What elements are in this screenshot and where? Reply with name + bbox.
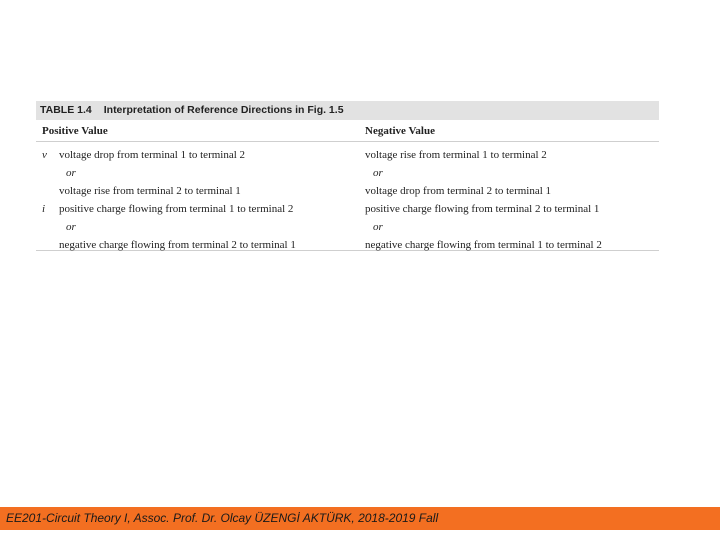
row-negative-text: or: [373, 221, 383, 233]
table-row: [36, 219, 659, 236]
footer-text: EE201-Circuit Theory I, Assoc. Prof. Dr. Olcay ÜZENGİ AKTÜRK, 2018-2019 Fall: [6, 511, 439, 525]
header-negative-value: Negative Value: [365, 125, 435, 137]
row-symbol: i: [42, 203, 46, 215]
row-negative-text: or: [373, 167, 383, 179]
row-positive-text: or: [66, 167, 76, 179]
header-positive-value: Positive Value: [42, 125, 108, 137]
table-row: [36, 183, 659, 200]
table-row: [36, 165, 659, 182]
table-caption: [36, 101, 659, 120]
row-positive-text: or: [66, 221, 76, 233]
table-row: [36, 237, 659, 254]
row-negative-text: negative charge flowing from terminal 1 to terminal 2: [365, 239, 602, 251]
table-header-row: [36, 120, 659, 142]
table-row: [36, 201, 659, 218]
row-negative-text: voltage drop from terminal 2 to terminal 1: [365, 185, 552, 197]
table-row: [36, 147, 659, 164]
row-negative-text: voltage rise from terminal 1 to terminal 2: [365, 149, 547, 161]
row-negative-text: positive charge flowing from terminal 2 to terminal 1: [365, 203, 600, 215]
row-positive-text: voltage drop from terminal 1 to terminal 2: [59, 149, 246, 161]
slide-footer-bar: [0, 507, 720, 530]
table-title: Interpretation of Reference Directions in Fig. 1.5: [103, 104, 344, 116]
table-number: TABLE 1.4: [40, 104, 92, 116]
row-positive-text: positive charge flowing from terminal 1 to terminal 2: [59, 203, 294, 215]
row-positive-text: voltage rise from terminal 2 to terminal 1: [59, 185, 241, 197]
reference-directions-table: [36, 101, 659, 251]
row-positive-text: negative charge flowing from terminal 2 to terminal 1: [59, 239, 296, 251]
row-symbol: v: [42, 149, 47, 161]
table-body: [36, 142, 659, 251]
